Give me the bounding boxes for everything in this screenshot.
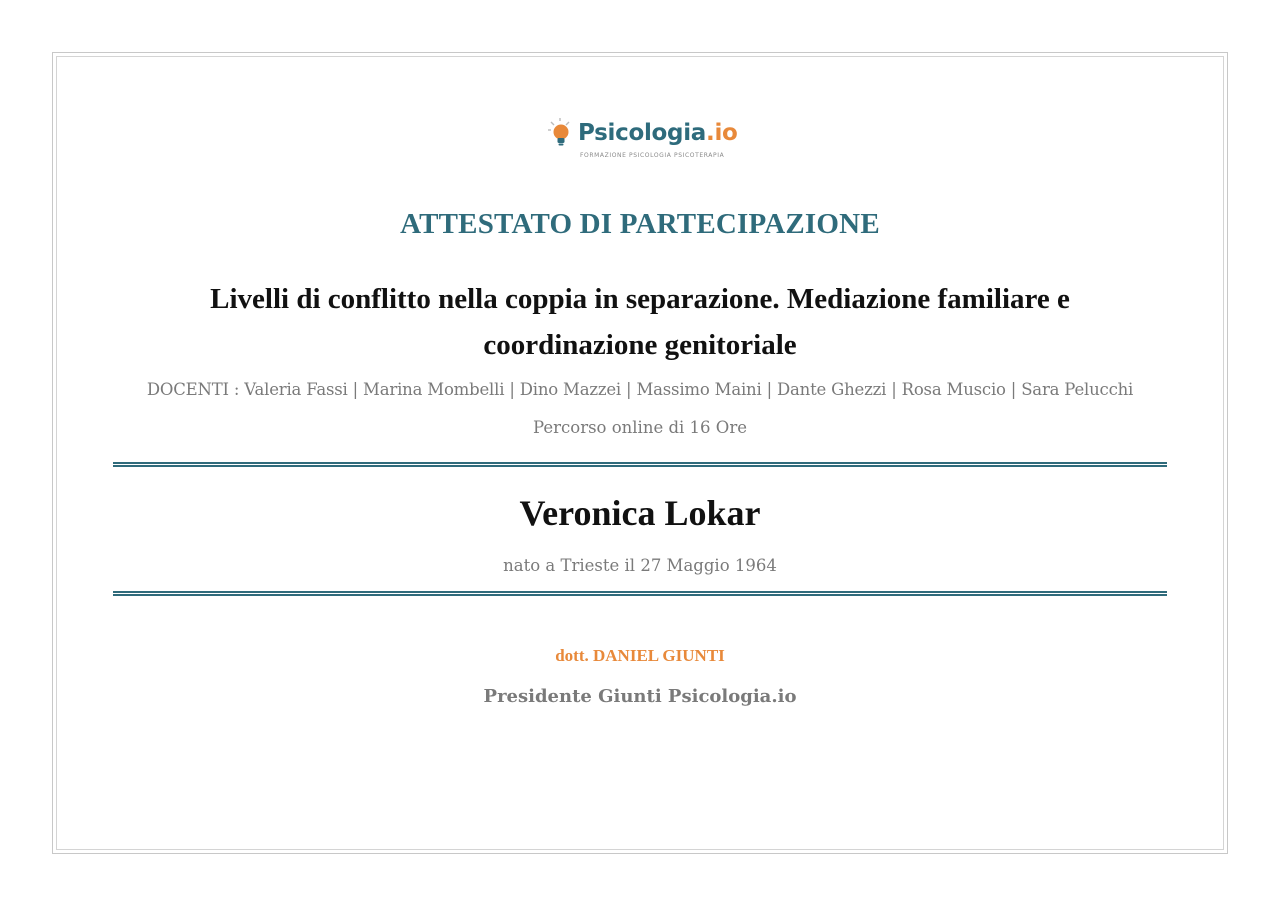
divider-top	[113, 462, 1167, 467]
course-title: Livelli di conflitto nella coppia in separazione. Mediazione familiare e coordinazione genitoriale	[210, 283, 1070, 361]
certificate-title: ATTESTATO DI PARTECIPAZIONE	[400, 208, 880, 240]
lightbulb-icon	[548, 118, 574, 148]
brand-logo	[548, 116, 738, 164]
recipient-birth-info: nato a Trieste il 27 Maggio 1964	[503, 556, 777, 575]
brand-extension: .io	[706, 120, 738, 146]
course-duration: Percorso online di 16 Ore	[533, 418, 747, 437]
brand-wordmark	[578, 116, 738, 150]
divider-bottom	[113, 591, 1167, 596]
brand-name: Psicologia	[578, 120, 707, 146]
teachers-list: DOCENTI : Valeria Fassi | Marina Mombelli | Dino Mazzei | Massimo Maini | Dante Ghezzi | Rosa Muscio | Sara Pelucchi	[146, 380, 1134, 399]
recipient-name: Veronica Lokar	[519, 493, 761, 533]
signer-role: Presidente Giunti Psicologia.io	[483, 686, 797, 707]
certificate-inner-border	[56, 56, 1224, 850]
brand-tagline: FORMAZIONE PSICOLOGIA PSICOTERAPIA	[580, 152, 725, 159]
signer-name: dott. DANIEL GIUNTI	[555, 646, 725, 665]
